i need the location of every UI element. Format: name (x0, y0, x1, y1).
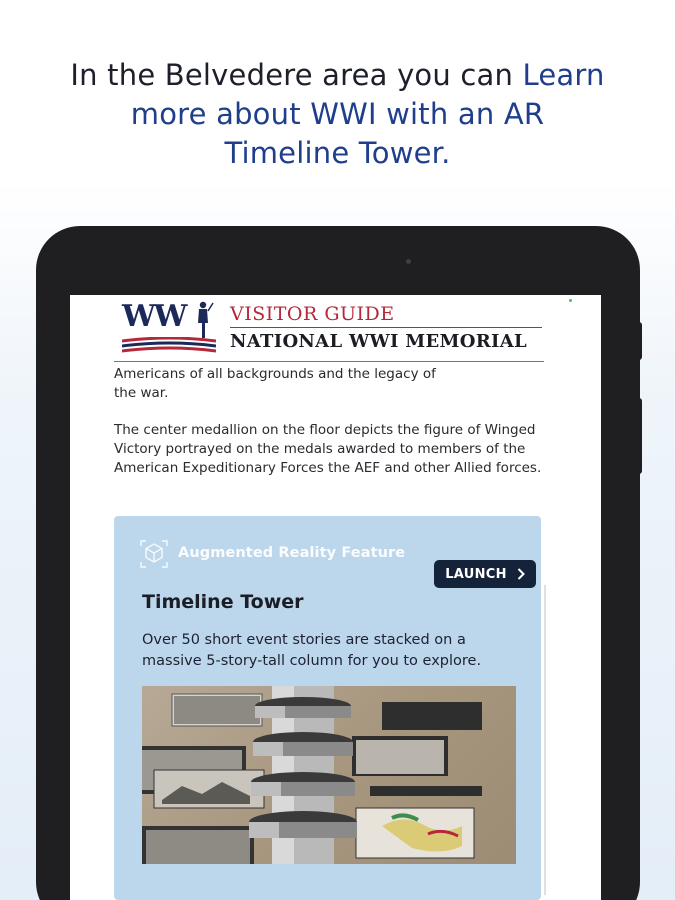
card-title: Timeline Tower (142, 591, 304, 613)
ar-cube-icon (138, 538, 170, 570)
chevron-right-icon (517, 568, 525, 580)
timeline-tower-image[interactable] (142, 686, 516, 864)
header-divider (230, 327, 542, 328)
header-bottom-divider (114, 361, 544, 362)
logo-text: WW (122, 299, 186, 334)
visitor-guide-label: VISITOR GUIDE (230, 303, 395, 325)
ar-feature-label: Augmented Reality Feature (178, 545, 406, 561)
app-header (120, 299, 544, 365)
headline-line-3: Timeline Tower. (224, 136, 451, 170)
paragraph-1-line-2: the war. (114, 385, 169, 401)
memorial-name-label: NATIONAL WWI MEMORIAL (230, 331, 527, 352)
camera-dot (406, 259, 411, 264)
paragraph-1-line-1: Americans of all backgrounds and the legacy of (114, 366, 436, 382)
card-description: Over 50 short event stories are stacked on a massive 5-story-tall column for you to explore. (142, 632, 482, 669)
headline-line-2: more about WWI with an AR (130, 97, 545, 131)
timeline-tower-illustration (142, 686, 516, 864)
headline (0, 56, 675, 173)
flag-stripes-icon (122, 337, 216, 355)
launch-button-label: LAUNCH (445, 566, 507, 582)
tablet-button-power (638, 322, 642, 360)
status-dot (569, 299, 572, 302)
headline-line-1 (0, 56, 675, 95)
headline-highlight-1: Learn (522, 58, 605, 92)
soldier-icon (192, 301, 214, 339)
headline-part-1: In the Belvedere area you can (70, 58, 514, 92)
paragraph-2: The center medallion on the floor depicts the figure of Winged Victory portrayed on the medals awarded to members of the American Expeditionary Forces the AEF and other Allied forces. (114, 422, 542, 476)
ar-feature-card (114, 516, 541, 900)
wwi-logo (120, 301, 218, 357)
tablet-button-volume (638, 398, 642, 474)
app-screen (70, 295, 601, 900)
paragraph-1 (114, 365, 554, 403)
launch-button[interactable] (434, 560, 536, 588)
ar-feature-row (138, 536, 518, 582)
scroll-track (544, 585, 546, 895)
